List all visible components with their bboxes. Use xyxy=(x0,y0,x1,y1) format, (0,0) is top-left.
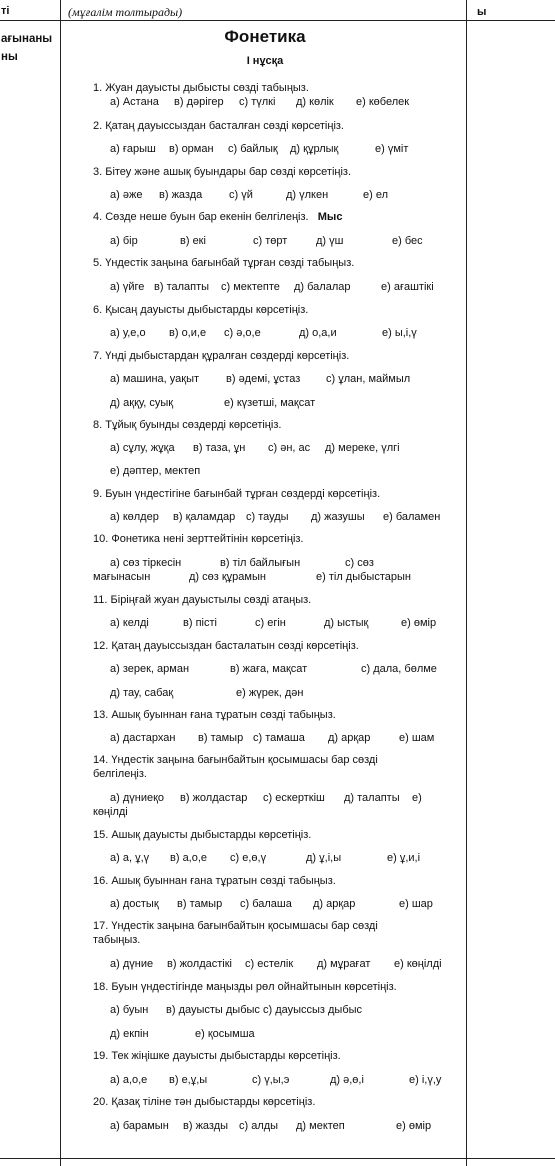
q16-option-e: е) шар xyxy=(399,898,433,910)
question-4-text: 4. Сөзде неше буын бар екенін белгілеңіз. xyxy=(93,211,309,223)
q2-option-c: с) байлық xyxy=(228,143,278,155)
variant-label: І нұсқа xyxy=(246,55,284,67)
sidebar-text xyxy=(1,30,52,66)
q19-option-d: д) ә,ө,і xyxy=(330,1074,364,1086)
column-divider-right xyxy=(466,0,467,1166)
q9-option-d: д) жазушы xyxy=(311,511,365,523)
question-19: 19. Тек жіңішке дауысты дыбыстарды көрсетіңіз. xyxy=(93,1050,341,1062)
q18-option-b: в) дауысты дыбыс с) дауыссыз дыбыс xyxy=(166,1004,363,1016)
q13-option-a: а) дастархан xyxy=(110,732,176,744)
question-17: 17. Үндестік заңына бағынбайтын қосымшасы бар сөзді xyxy=(93,920,378,932)
q13-option-c: с) тамаша xyxy=(253,732,305,744)
q1-option-d: д) көлік xyxy=(296,96,334,108)
q2-option-a: а) ғарыш xyxy=(110,143,156,155)
q8-option-d: д) мереке, үлгі xyxy=(325,442,400,454)
q3-option-d: д) үлкен xyxy=(286,189,329,201)
q2-option-e: е) үміт xyxy=(375,143,409,155)
q12-option-a: а) зерек, арман xyxy=(110,663,190,675)
question-10: 10. Фонетика нені зерттейтінін көрсетіңіз. xyxy=(93,533,304,545)
q19-option-e: е) і,ү,у xyxy=(409,1074,442,1086)
q4-option-e: е) бес xyxy=(392,235,423,247)
q11-option-a: а) келді xyxy=(110,617,149,629)
q7-option-e: е) күзетші, мақсат xyxy=(224,397,316,409)
q5-option-c: с) мектепте xyxy=(221,281,280,293)
q11-option-c: с) егін xyxy=(255,617,286,629)
question-13: 13. Ашық буыннан ғана тұратын сөзді табыңыз. xyxy=(93,709,336,721)
q10-option-a: а) сөз тіркесін xyxy=(110,557,182,569)
q8-option-c: с) ән, ас xyxy=(268,442,311,454)
question-11: 11. Біріңғай жуан дауыстылы сөзді атаңыз. xyxy=(93,594,312,606)
q17-option-a: а) дүние xyxy=(110,958,154,970)
q15-option-b: в) а,о,е xyxy=(170,852,208,864)
q13-option-e: е) шам xyxy=(399,732,435,744)
question-20: 20. Қазақ тіліне тән дыбыстарды көрсетіңіз. xyxy=(93,1096,316,1108)
q14-option-b: в) жолдастар xyxy=(180,792,248,804)
q16-option-b: в) тамыр xyxy=(177,898,223,910)
q12-option-c: с) дала, бөлме xyxy=(361,663,437,675)
q6-option-b: в) о,и,е xyxy=(169,327,207,339)
q15-option-c: с) е,ө,ү xyxy=(230,852,267,864)
q15-option-e: е) ұ,и,і xyxy=(387,852,421,864)
question-14-continued: белгілеңіз. xyxy=(93,768,147,780)
question-17-continued: табыңыз. xyxy=(93,934,141,946)
q9-option-a: а) көлдер xyxy=(110,511,159,523)
q17-option-e: е) көңілді xyxy=(394,958,442,970)
q14-option-e-continued: көңілді xyxy=(93,806,128,818)
column-divider-left xyxy=(60,0,61,1166)
question-12: 12. Қатаң дауыссыздан басталатын сөзді көрсетіңіз. xyxy=(93,640,359,652)
q14-option-e: е) xyxy=(412,792,422,804)
q20-option-b: в) жазды xyxy=(183,1120,229,1132)
q5-option-e: е) ағаштікі xyxy=(381,281,434,293)
q9-option-c: с) тауды xyxy=(246,511,289,523)
q10-option-c: с) сөз xyxy=(345,557,374,569)
q6-option-d: д) о,а,и xyxy=(299,327,337,339)
q16-option-c: с) балаша xyxy=(240,898,292,910)
question-4-word: Мыс xyxy=(317,211,343,223)
q7-option-c: с) ұлан, маймыл xyxy=(326,373,411,385)
sidebar-line-1: ағынаны xyxy=(1,33,53,45)
q12-option-b: в) жаға, мақсат xyxy=(230,663,308,675)
q6-option-c: с) ә,о,е xyxy=(224,327,261,339)
q8-option-b: в) таза, ұн xyxy=(193,442,246,454)
question-14: 14. Үндестік заңына бағынбайтын қосымшасы бар сөзді xyxy=(93,754,378,766)
q1-option-a: а) Астана xyxy=(110,96,159,108)
q20-option-d: д) мектеп xyxy=(296,1120,345,1132)
question-4 xyxy=(93,211,342,223)
q3-option-c: с) үй xyxy=(229,189,253,201)
bottom-border xyxy=(0,1158,555,1159)
q10-option-e: е) тіл дыбыстарын xyxy=(316,571,411,583)
q20-option-c: с) алды xyxy=(239,1120,279,1132)
q15-option-d: д) ұ,і,ы xyxy=(306,852,342,864)
question-7: 7. Үнді дыбыстардан құралған сөздерді көрсетіңіз. xyxy=(93,350,350,362)
q9-option-e: е) баламен xyxy=(383,511,441,523)
q4-option-a: а) бір xyxy=(110,235,138,247)
q12-option-e: е) жүрек, дән xyxy=(236,687,304,699)
q4-option-c: с) төрт xyxy=(253,235,288,247)
q2-option-b: в) орман xyxy=(169,143,214,155)
q16-option-d: д) арқар xyxy=(313,898,356,910)
q15-option-a: а) а, ұ,ү xyxy=(110,852,150,864)
header-row-divider xyxy=(0,20,555,21)
q7-option-d: д) аққу, суық xyxy=(110,397,174,409)
q20-option-a: а) барамын xyxy=(110,1120,169,1132)
header-middle-cell: (мұғалім толтырады) xyxy=(68,5,183,19)
q10-option-b: в) тіл байлығын xyxy=(220,557,301,569)
q17-option-b: в) жолдастікі xyxy=(167,958,232,970)
q4-option-b: в) екі xyxy=(180,235,206,247)
q19-option-b: в) е,ұ,ы xyxy=(169,1074,208,1086)
question-8: 8. Тұйық буынды сөздерді көрсетіңіз. xyxy=(93,419,282,431)
q11-option-d: д) ыстық xyxy=(324,617,369,629)
q11-option-e: е) өмір xyxy=(401,617,437,629)
q1-option-c: с) түлкі xyxy=(239,96,276,108)
q20-option-e: е) өмір xyxy=(396,1120,432,1132)
q13-option-b: в) тамыр xyxy=(198,732,244,744)
question-1: 1. Жуан дауысты дыбысты сөзді табыңыз. xyxy=(93,82,309,94)
question-3: 3. Бітеу және ашық буындары бар сөзді көрсетіңіз. xyxy=(93,166,352,178)
q13-option-d: д) арқар xyxy=(328,732,371,744)
q17-option-c: с) естелік xyxy=(245,958,294,970)
q8-option-e: е) дәптер, мектеп xyxy=(110,465,201,477)
question-2: 2. Қатаң дауыссыздан басталған сөзді көрсетіңіз. xyxy=(93,120,344,132)
q9-option-b: в) қаламдар xyxy=(173,511,236,523)
header-left-cell: ті xyxy=(1,5,10,17)
q8-option-a: а) сұлу, жұқа xyxy=(110,442,175,454)
sidebar-line-2: ны xyxy=(1,51,18,63)
question-5: 5. Үндестік заңына бағынбай тұрған сөзді табыңыз. xyxy=(93,257,355,269)
q10-option-d: д) сөз құрамын xyxy=(189,571,266,583)
q18-option-a: а) буын xyxy=(110,1004,149,1016)
q12-option-d: д) тау, сабақ xyxy=(110,687,174,699)
q5-option-d: д) балалар xyxy=(294,281,351,293)
question-9: 9. Буын үндестігіне бағынбай тұрған сөздерді көрсетіңіз. xyxy=(93,488,381,500)
q14-option-c: с) ескерткіш xyxy=(263,792,325,804)
question-18: 18. Буын үндестігінде маңызды рөл ойнайтынын көрсетіңіз. xyxy=(93,981,397,993)
q5-option-b: в) талапты xyxy=(154,281,210,293)
q6-option-e: е) ы,і,ү xyxy=(382,327,417,339)
q16-option-a: а) достық xyxy=(110,898,159,910)
q3-option-a: а) әже xyxy=(110,189,143,201)
q19-option-c: с) ү,ы,э xyxy=(252,1074,290,1086)
q4-option-d: д) үш xyxy=(316,235,344,247)
question-6: 6. Қысаң дауысты дыбыстарды көрсетіңіз. xyxy=(93,304,309,316)
q6-option-a: а) у,е,о xyxy=(110,327,146,339)
q3-option-b: в) жазда xyxy=(159,189,203,201)
q17-option-d: д) мұрағат xyxy=(317,958,371,970)
q10-option-c-continued: мағынасын xyxy=(93,571,151,583)
q14-option-a: а) дүниеқо xyxy=(110,792,165,804)
q11-option-b: в) пісті xyxy=(183,617,217,629)
q1-option-b: в) дәрігер xyxy=(174,96,224,108)
q2-option-d: д) құрлық xyxy=(290,143,339,155)
q7-option-b: в) әдемі, ұстаз xyxy=(226,373,301,385)
q5-option-a: а) үйге xyxy=(110,281,145,293)
question-16: 16. Ашық буыннан ғана тұратын сөзді табыңыз. xyxy=(93,875,336,887)
q14-option-d: д) талапты xyxy=(344,792,400,804)
question-15: 15. Ашық дауысты дыбыстарды көрсетіңіз. xyxy=(93,829,312,841)
q19-option-a: а) а,о,е xyxy=(110,1074,148,1086)
page-title: Фонетика xyxy=(224,27,306,46)
q18-option-e: е) қосымша xyxy=(195,1028,255,1040)
q1-option-e: е) көбелек xyxy=(356,96,410,108)
q3-option-e: е) ел xyxy=(363,189,389,201)
header-right-cell: ы xyxy=(477,6,487,18)
q7-option-a: а) машина, уақыт xyxy=(110,373,200,385)
q18-option-d: д) екпін xyxy=(110,1028,149,1040)
